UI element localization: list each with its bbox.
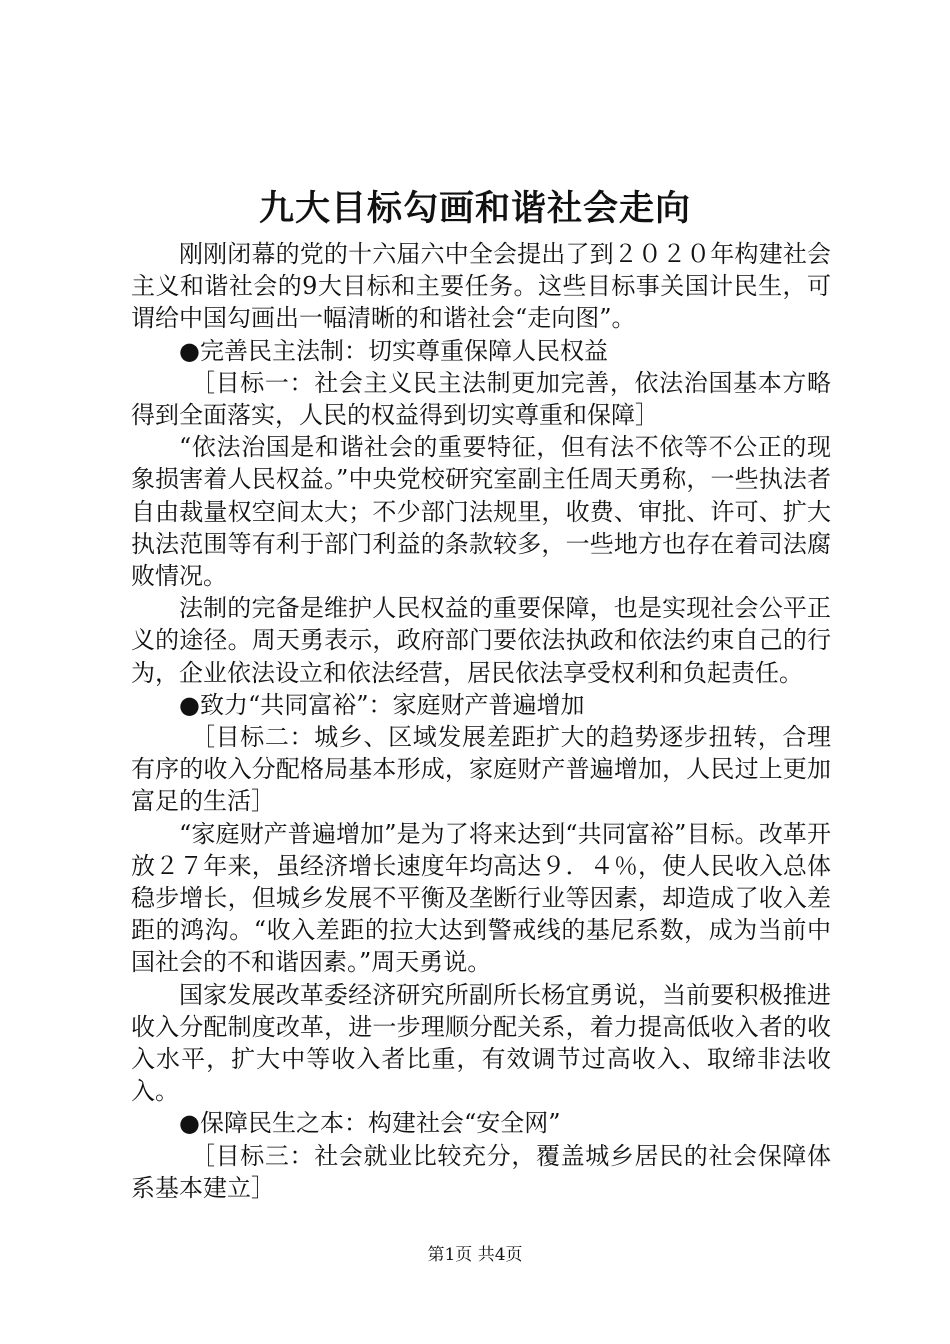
paragraph-rule-of-law-guarantee: 法制的完备是维护人民权益的重要保障，也是实现社会公平正义的途径。周天勇表示，政府部门要依法执政和依法约束自己的行为，企业依法设立和依法经营，居民依法享受权利和负起责任。 bbox=[131, 594, 831, 687]
document-title: 九大目标勾画和谐社会走向 bbox=[258, 188, 691, 229]
paragraph-intro: 刚刚闭幕的党的十六届六中全会提出了到２０２０年构建社会主义和谐社会的9大目标和主要任务。这些目标事关国计民生，可谓给中国勾画出一幅清晰的和谐社会“走向图”。 bbox=[131, 240, 831, 333]
section-heading-common-prosperity: ●致力“共同富裕”：家庭财产普遍增加 bbox=[179, 690, 585, 719]
goal-three: ［目标三：社会就业比较充分，覆盖城乡居民的社会保障体系基本建立］ bbox=[131, 1141, 831, 1202]
goal-one: ［目标一：社会主义民主法制更加完善，依法治国基本方略得到全面落实，人民的权益得到切实尊重和保障］ bbox=[131, 368, 831, 430]
section-heading-safety-net: ●保障民生之本：构建社会“安全网” bbox=[179, 1109, 561, 1138]
document-body bbox=[131, 238, 831, 1204]
paragraph-income-reform: 国家发展改革委经济研究所副所长杨宜勇说，当前要积极推进收入分配制度改革，进一步理顺分配关系，着力提高低收入者的收入水平，扩大中等收入者比重，有效调节过高收入、取缔非法收入。 bbox=[131, 980, 831, 1106]
section-heading-rule-of-law: ●完善民主法制：切实尊重保障人民权益 bbox=[179, 336, 608, 365]
paragraph-household-wealth: “家庭财产普遍增加”是为了将来达到“共同富裕”目标。改革开放２７年来，虽经济增长速度年均高达９．４％，使人民收入总体稳步增长，但城乡发展不平衡及垄断行业等因素，却造成了收入差距的鸿沟。“收入差距的拉大达到警戒线的基尼系数，成为当前中国社会的不和谐因素。”周天勇说。 bbox=[131, 819, 831, 977]
paragraph-rule-of-law-quote: “依法治国是和谐社会的重要特征，但有法不依等不公正的现象损害着人民权益。”中央党校研究室副主任周天勇称，一些执法者自由裁量权空间太大；不少部门法规里，收费、审批、许可、扩大执法范围等有利于部门利益的条款较多，一些地方也存在着司法腐败情况。 bbox=[131, 433, 831, 591]
page-footer: 第1页 共4页 bbox=[427, 1245, 523, 1265]
goal-two: ［目标二：城乡、区域发展差距扩大的趋势逐步扭转，合理有序的收入分配格局基本形成，家庭财产普遍增加，人民过上更加富足的生活］ bbox=[131, 723, 831, 816]
